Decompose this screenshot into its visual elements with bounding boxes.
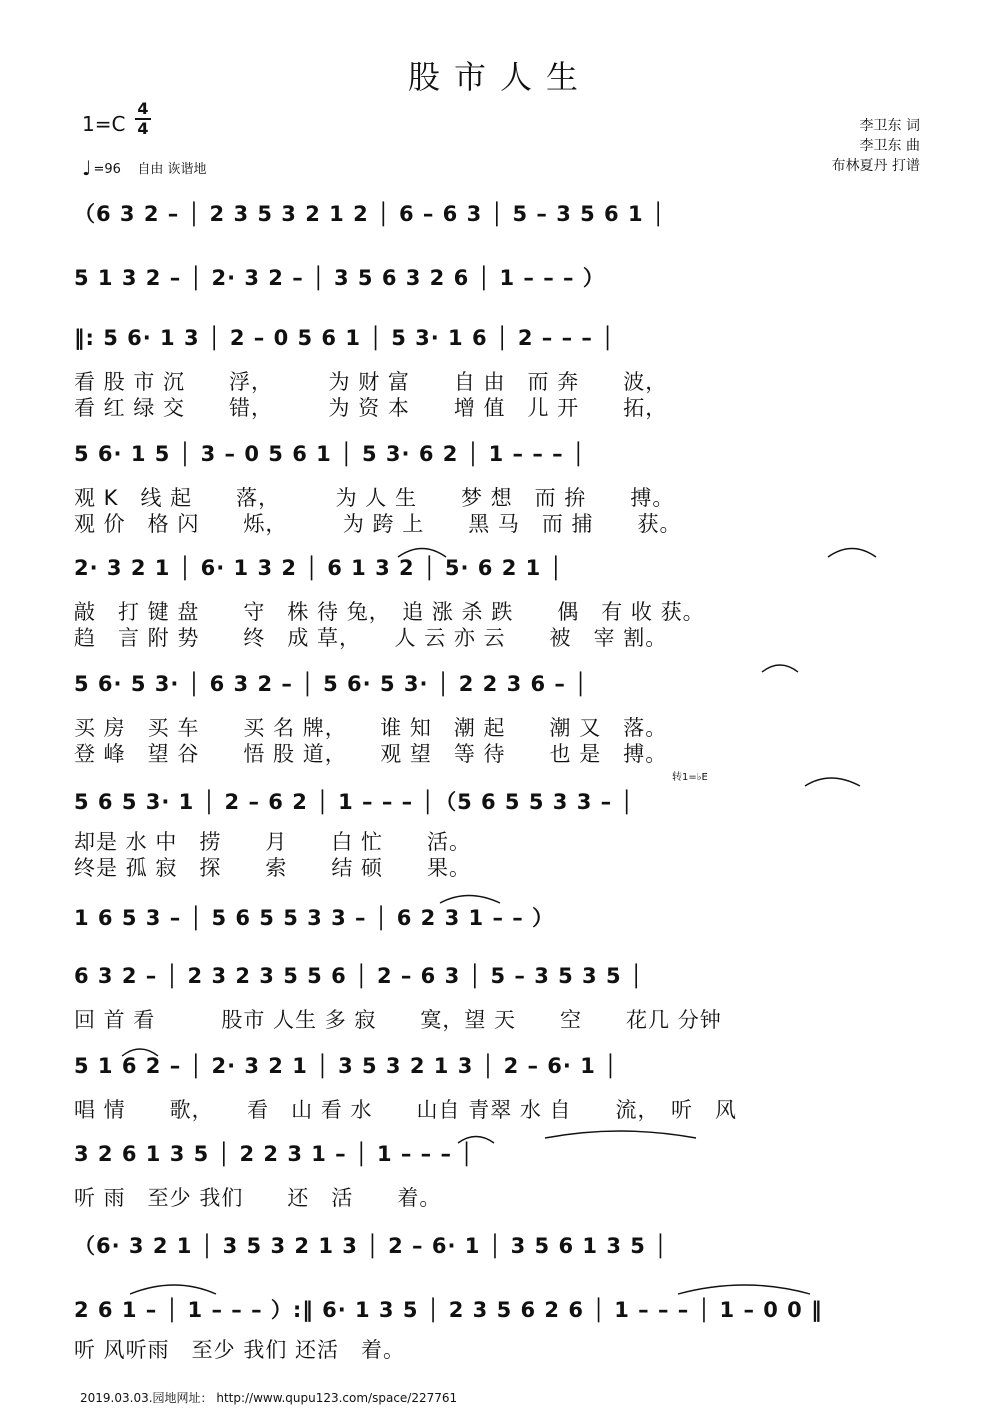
tempo-expression: 自由 诙谐地 <box>137 162 207 177</box>
lyric-line: 回 首 看 股市 人生 多 寂 寞，望 天 空 花几 分钟 <box>74 1008 722 1032</box>
notation-row: 5 1 3 2 – │ 2· 3 2 – │ 3 5 6 3 2 6 │ 1 – – – ） <box>74 266 605 290</box>
slur <box>545 1131 696 1138</box>
tempo-value: =96 <box>93 162 121 177</box>
lyric-line: 观 K 线 起 落， 为 人 生 梦 想 而 拚 搏。 <box>74 486 675 510</box>
slur <box>805 778 860 786</box>
composer-credit: 李卫东 曲 <box>859 138 920 154</box>
lyric-line: 唱 情 歌， 看 山 看 水 山自 青翠 水 自 流， 听 风 <box>74 1098 738 1122</box>
notation-row: 2 6 1 – │ 1 – – – ）:‖ 6· 1 3 5 │ 2 3 5 6 2 6 │ 1 – – – │ 1 – 0 0 ‖ <box>74 1298 823 1322</box>
lyric-line: 听 雨 至少 我们 还 活 着。 <box>74 1186 442 1210</box>
lyric-line: 敲 打 键 盘 守 株 待 兔， 追 涨 杀 跌 偶 有 收 获。 <box>74 600 705 624</box>
notation-row: 6 3 2 – │ 2 3 2 3 5 5 6 │ 2 – 6 3 │ 5 – 3 5 3 5 │ <box>74 964 644 988</box>
slur <box>678 1285 810 1294</box>
notation-row: 5 6 5 3· 1 │ 2 – 6 2 │ 1 – – – │（5 6 5 5 3 3 – │ <box>74 790 635 814</box>
notation-row: ‖: 5 6· 1 3 │ 2 – 0 5 6 1 │ 5 3· 1 6 │ 2 – – – │ <box>74 326 615 350</box>
time-signature <box>134 100 152 138</box>
quarter-note-icon: ♩ <box>82 156 92 180</box>
modulation-mark: 转1=♭E <box>672 772 708 783</box>
notation-row: 5 6· 1 5 │ 3 – 0 5 6 1 │ 5 3· 6 2 │ 1 – – – │ <box>74 442 586 466</box>
song-title: 股市人生 <box>407 58 592 96</box>
lyricist-credit: 李卫东 词 <box>859 118 920 134</box>
key-signature: 1=C <box>82 112 126 136</box>
notation-row: 3 2 6 1 3 5 │ 2 2 3 1 – │ 1 – – – │ <box>74 1142 474 1166</box>
footer-source: 2019.03.03.园地网址： http://www.qupu123.com/space/227761 <box>80 1391 458 1405</box>
slur <box>130 1285 216 1294</box>
notation-row: 1 6 5 3 – │ 5 6 5 5 3 3 – │ 6 2 3 1 – – ） <box>74 906 555 930</box>
notation-row: 5 1 6 2 – │ 2· 3 2 1 │ 3 5 3 2 1 3 │ 2 – 6· 1 │ <box>74 1054 618 1078</box>
slur <box>762 665 798 672</box>
time-signature-bottom: 4 <box>137 118 149 138</box>
credits <box>832 116 920 176</box>
lyric-line: 买 房 买 车 买 名 牌， 谁 知 潮 起 潮 又 落。 <box>74 716 668 740</box>
lyric-line: 却是 水 中 捞 月 白 忙 活。 <box>74 830 472 854</box>
lyric-line: 看 股 市 沉 浮， 为 财 富 自 由 而 奔 波， <box>74 370 668 394</box>
lyric-line: 听 风听雨 至少 我们 还活 着。 <box>74 1338 406 1362</box>
lyric-line: 看 红 绿 交 错， 为 资 本 增 值 儿 开 拓， <box>74 396 668 420</box>
notation-row: 2· 3 2 1 │ 6· 1 3 2 │ 6 1 3 2 │ 5· 6 2 1 │ <box>74 556 564 580</box>
notation-row: （6 3 2 – │ 2 3 5 3 2 1 2 │ 6 – 6 3 │ 5 – 3 5 6 1 │ <box>74 202 666 226</box>
notation-row: 5 6· 5 3· │ 6 3 2 – │ 5 6· 5 3· │ 2 2 3 6 – │ <box>74 672 588 696</box>
time-signature-top: 4 <box>137 99 149 118</box>
transcriber-credit: 布林夏丹 打谱 <box>831 158 920 174</box>
lyric-line: 登 峰 望 谷 悟 股 道， 观 望 等 待 也 是 搏。 <box>74 742 668 766</box>
lyric-line: 趋 言 附 势 终 成 草， 人 云 亦 云 被 宰 割。 <box>74 626 668 650</box>
lyric-line: 观 价 格 闪 烁， 为 跨 上 黑 马 而 捕 获。 <box>74 512 682 536</box>
tempo-marking <box>82 156 207 180</box>
notation-row: （6· 3 2 1 │ 3 5 3 2 1 3 │ 2 – 6· 1 │ 3 5 6 1 3 5 │ <box>74 1234 668 1258</box>
lyric-line: 终是 孤 寂 探 索 结 硕 果。 <box>74 856 472 880</box>
